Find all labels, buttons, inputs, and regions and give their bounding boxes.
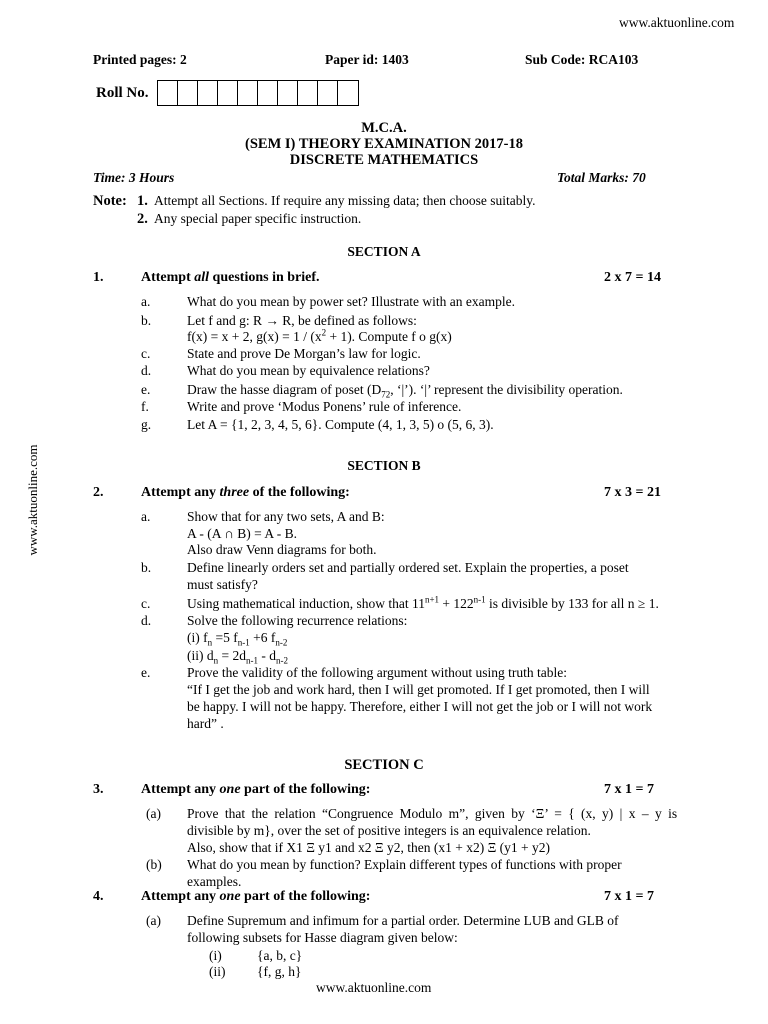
roll-cell [338,81,358,105]
text-part: Using mathematical induction, show that 11 [187,596,425,611]
item-text: Prove that the relation “Congruence Modulo m”, given by ‘Ξ’ = { (x, y) | x – y is [187,806,678,821]
question-number: 1. [93,270,104,285]
note-number: 2. [137,211,148,227]
course-title: M.C.A. [361,120,407,136]
item-text: What do you mean by function? Explain different types of functions with proper [187,857,622,872]
sub-code: Sub Code: RCA103 [525,52,639,67]
question-marks: 7 x 3 = 21 [604,485,661,500]
text-part: (ii) d [187,648,214,663]
item-text: What do you mean by equivalence relations? [187,363,430,378]
text-part: + 122 [439,596,474,611]
item-text: following subsets for Hasse diagram given below: [187,930,458,945]
item-text: Define Supremum and infimum for a partial order. Determine LUB and GLB of [187,913,619,928]
heading-text: Attempt any [141,889,220,904]
text-part: - d [258,648,276,663]
text-part: + 1). Compute f o g(x) [326,329,452,344]
item-text: Define linearly orders set and partially ordered set. Explain the properties, a poset [187,560,629,575]
subscript: n-1 [237,637,250,648]
text-part: , ‘|’). ‘|’ represent the divisibility operation. [390,382,623,397]
roll-no-label: Roll No. [96,85,149,101]
text-part: = 2d [218,648,246,663]
item-label: c. [141,346,151,361]
superscript: n-1 [473,594,486,605]
superscript: 2 [321,327,327,338]
total-marks: Total Marks: 70 [557,170,646,185]
roll-cell [198,81,218,105]
heading-text: part of the following: [240,889,371,904]
sub-item-label: (i) [209,948,222,963]
question-number: 3. [93,782,104,797]
subscript: n-2 [276,655,288,666]
item-text: Let A = {1, 2, 3, 4, 5, 6}. Compute (4, 1, 3, 5) o (5, 6, 3). [187,417,494,432]
roll-cell [178,81,198,105]
item-text: Show that for any two sets, A and B: [187,509,385,524]
exam-title: (SEM I) THEORY EXAMINATION 2017-18 [245,136,523,152]
item-label: (a) [146,806,161,821]
heading-emphasis: three [219,485,250,500]
heading-text: questions in brief. [209,270,320,285]
subscript: 72 [381,389,391,400]
item-label: e. [141,382,151,397]
item-label: c. [141,596,151,611]
sub-item-label: (ii) [209,964,226,979]
printed-pages: Printed pages: 2 [93,52,187,67]
section-a-title: SECTION A [347,244,421,259]
item-label: e. [141,665,151,680]
roll-cell [318,81,338,105]
item-text: hard” . [187,716,224,731]
item-text: Prove the validity of the following argument without using truth table: [187,665,567,680]
item-label: g. [141,417,152,432]
heading-emphasis: all [194,270,210,285]
item-label: (a) [146,913,161,928]
roll-cell [258,81,278,105]
item-text-cont [187,329,452,345]
item-label: b. [141,313,152,328]
item-text [187,596,659,612]
paper-id: Paper id: 1403 [325,52,409,67]
question-marks: 2 x 7 = 14 [604,270,661,285]
question-marks: 7 x 1 = 7 [604,782,654,797]
heading-text: of the following: [249,485,350,500]
roll-cell [278,81,298,105]
bottom-url: www.aktuonline.com [316,980,432,995]
question-marks: 7 x 1 = 7 [604,889,654,904]
subscript: n-1 [246,655,258,666]
side-url: www.aktuonline.com [25,444,40,556]
text-part: (i) f [187,630,208,645]
text-part: is divisible by 133 for all n ≥ 1. [485,596,659,611]
item-text: Also, show that if X1 Ξ y1 and x2 Ξ y2, then (x1 + x2) Ξ (y1 + y2) [187,840,550,855]
text-part: Draw the hasse diagram of poset (D [187,382,382,397]
item-text: Let f and g: R → R, be defined as follows: [187,313,417,328]
item-text: What do you mean by power set? Illustrate with an example. [187,294,516,309]
note-label: Note: [93,193,127,209]
question-heading [141,270,320,286]
item-label: a. [141,294,151,309]
question-heading [141,782,370,798]
heading-text: Attempt [141,270,195,285]
section-c-title: SECTION C [344,757,424,773]
question-number: 2. [93,485,104,500]
item-text: Also draw Venn diagrams for both. [187,542,377,557]
recurrence-i [187,630,287,646]
heading-emphasis: one [219,782,241,797]
note-number: 1. [137,193,148,209]
time-allowed: Time: 3 Hours [93,170,175,185]
item-text: A - (A ∩ B) = A - B. [187,526,297,541]
top-url: www.aktuonline.com [619,15,735,30]
item-text [187,382,623,398]
item-text: Solve the following recurrence relations: [187,613,408,628]
roll-cell [298,81,318,105]
item-text: “If I get the job and work hard, then I will get promoted. If I get promoted, then I will [187,682,650,697]
item-text: must satisfy? [187,577,258,592]
heading-emphasis: one [219,889,241,904]
heading-text: part of the following: [240,782,371,797]
text-part: +6 f [249,630,276,645]
note-line: Attempt all Sections. If require any missing data; then choose suitably. [154,193,536,208]
recurrence-ii [187,648,288,664]
question-heading [141,889,370,905]
note-line: Any special paper specific instruction. [154,211,362,226]
item-label: (b) [146,857,162,872]
subscript: n [207,637,213,648]
item-text: divisible by m}, over the set of positive integers is an equivalence relation. [187,823,591,838]
subject-title: DISCRETE MATHEMATICS [289,152,479,168]
roll-no-boxes [157,80,359,106]
item-label: d. [141,363,152,378]
item-label: f. [141,399,149,414]
roll-cell [218,81,238,105]
subscript: n [213,655,219,666]
heading-text: Attempt any [141,485,220,500]
question-heading [141,485,350,501]
superscript: n+1 [424,594,440,605]
item-text: State and prove De Morgan’s law for logic. [187,346,421,361]
item-text: Write and prove ‘Modus Ponens’ rule of inference. [187,399,462,414]
sub-item-text: {a, b, c} [257,948,303,963]
item-text: examples. [187,874,242,889]
roll-cell [158,81,178,105]
subscript: n-2 [275,637,288,648]
item-text: be happy. I will not be happy. Therefore, either I will not get the job or I will not work [187,699,653,714]
sub-item-text: {f, g, h} [257,964,302,979]
item-label: d. [141,613,152,628]
text-part: f(x) = x + 2, g(x) = 1 / (x [187,329,322,344]
section-b-title: SECTION B [347,458,421,473]
text-part: =5 f [212,630,238,645]
item-label: b. [141,560,152,575]
heading-text: Attempt any [141,782,220,797]
item-label: a. [141,509,151,524]
roll-cell [238,81,258,105]
question-number: 4. [93,889,104,904]
